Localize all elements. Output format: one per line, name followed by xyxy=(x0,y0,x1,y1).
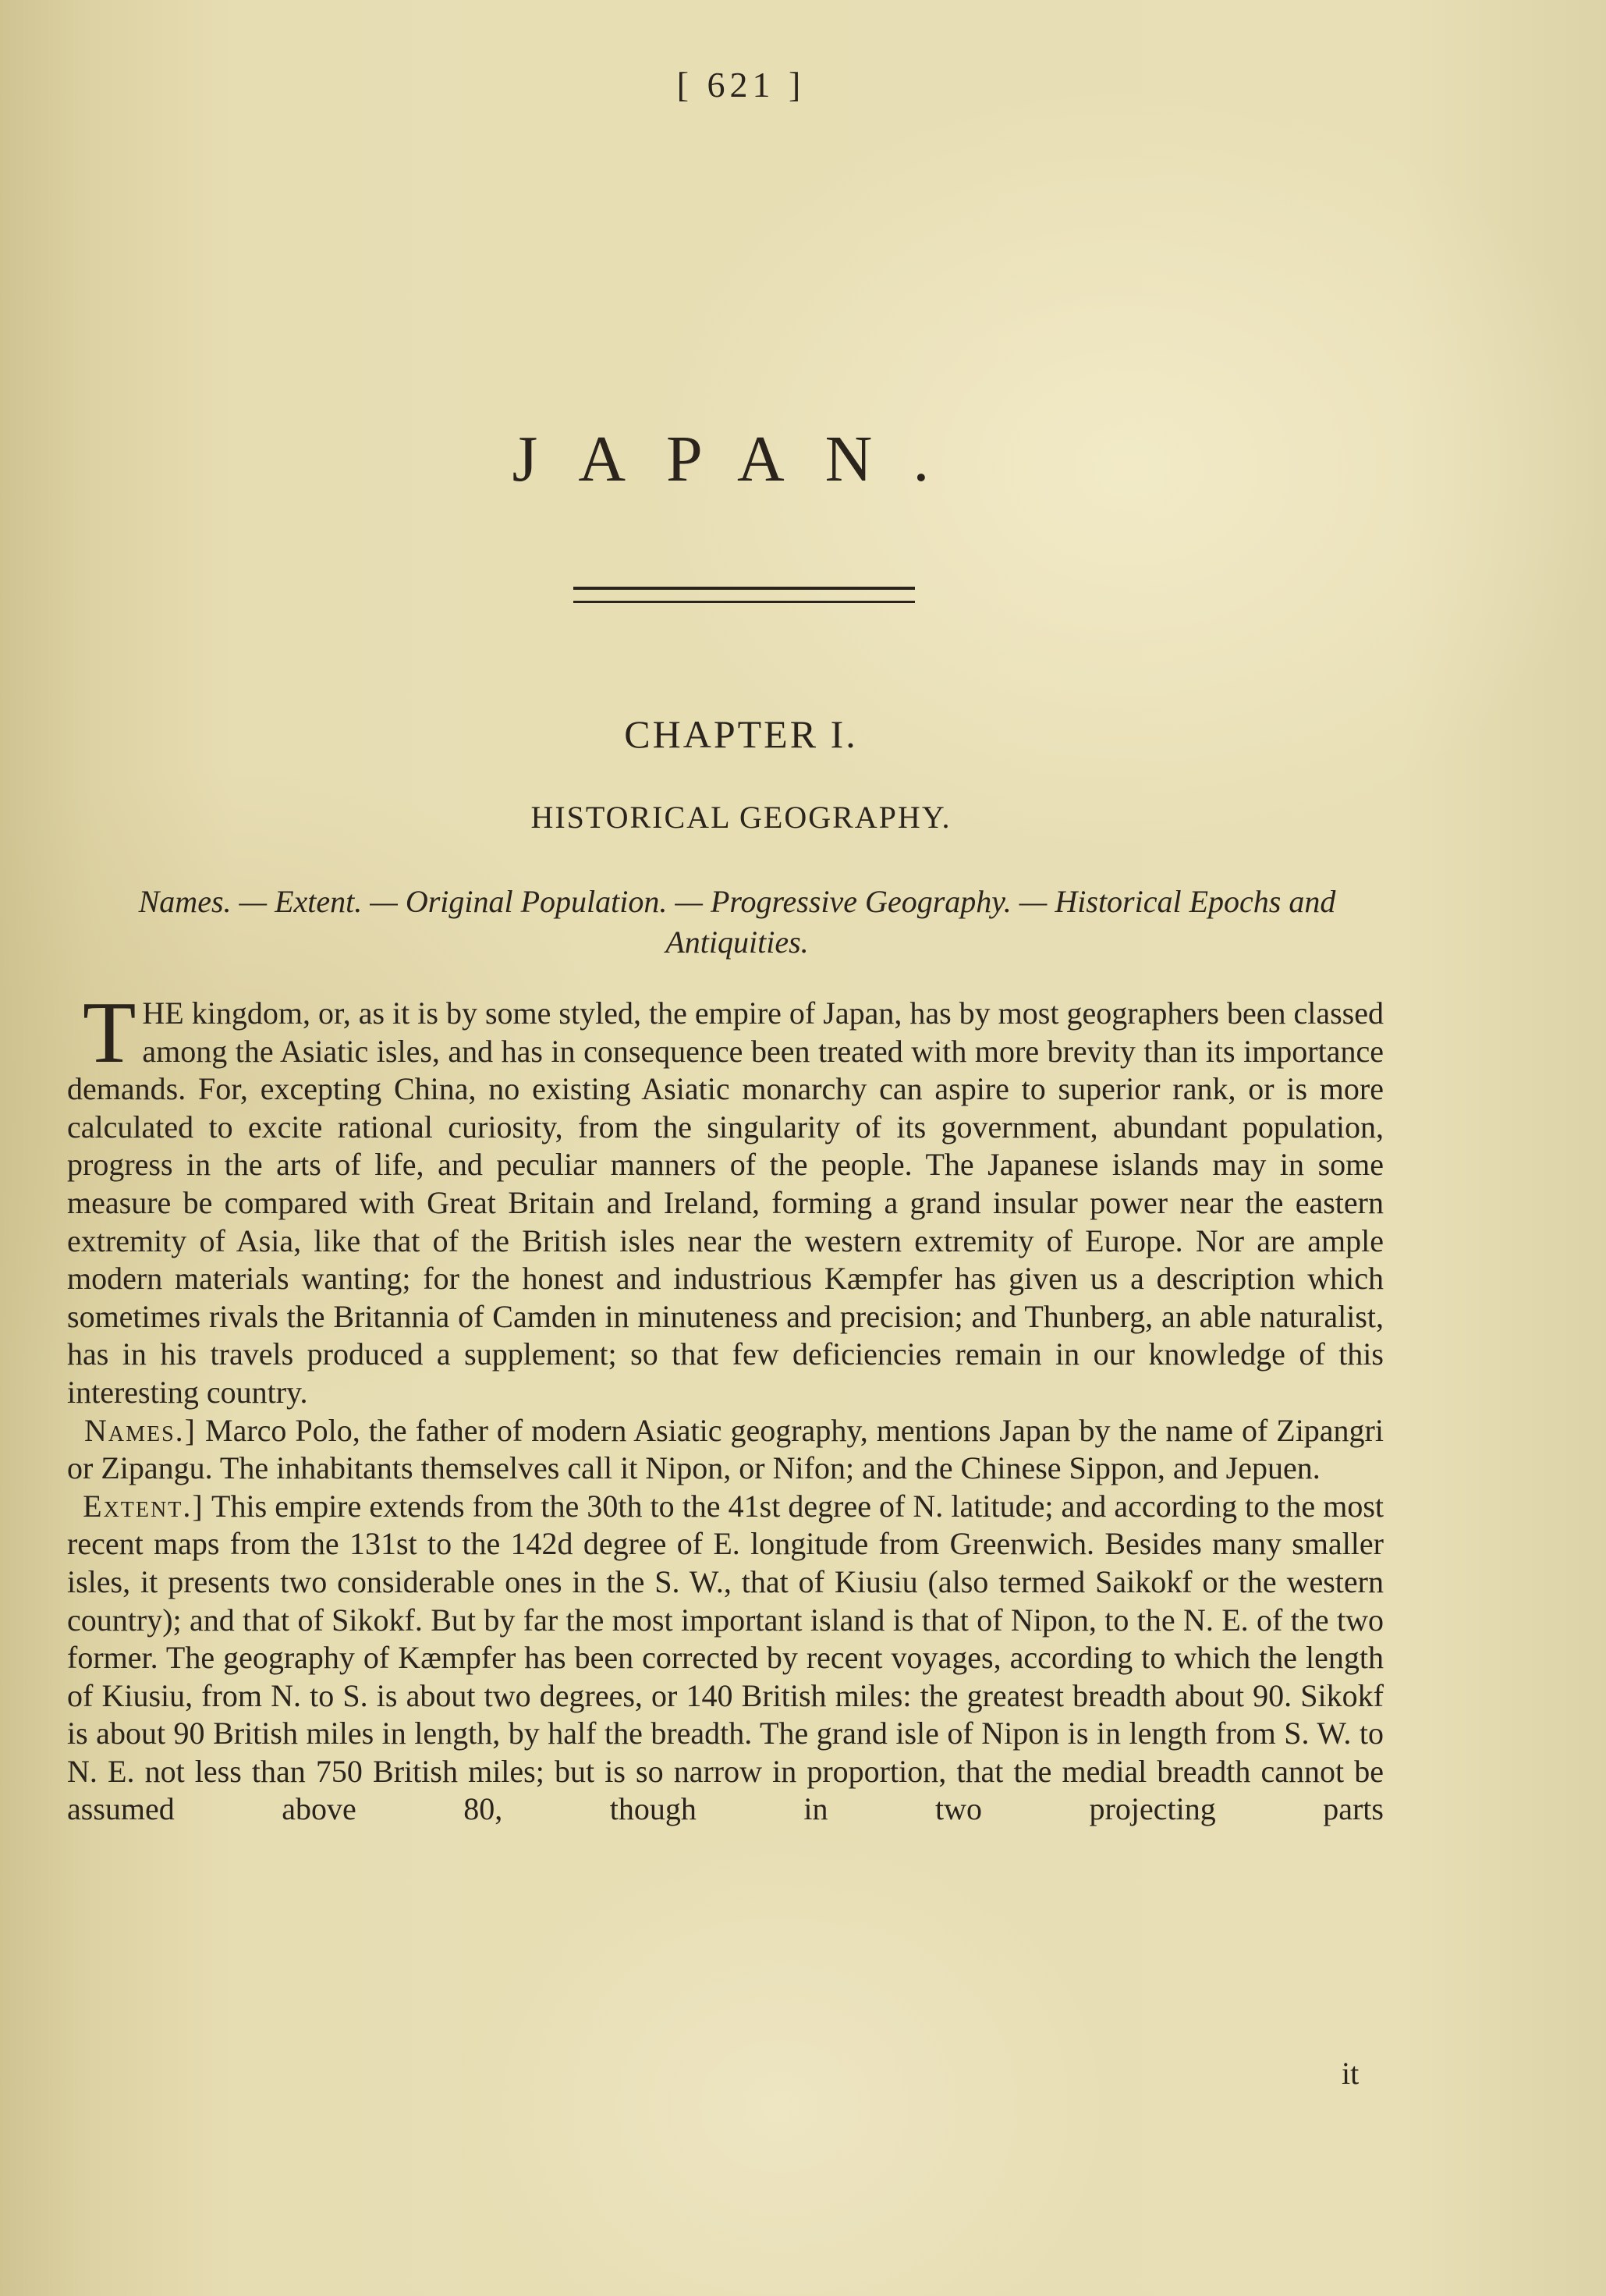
page-number: [ 621 ] xyxy=(676,65,806,105)
sidehead-names: Names.] xyxy=(84,1412,197,1448)
title-double-rule xyxy=(573,587,915,603)
paragraph-extent-text: This empire extends from the 30th to the 41st degree of N. latitude; and according to the most recent maps from the 131st to the 142d degree of E. longitude from Greenwich. Besides many smaller isles, it presents two considerable ones in the S. W., that of Kiusiu (also termed Saikokf or the western country); and that of Sikokf. But by far the most important island is that of Nipon, to the N. E. of the two former. The geography of Kæmpfer has been corrected by recent voyages, according to which the length of Kiusiu, from N. to S. is about two degrees, or 140 British miles: the greatest breadth about 90. Sikokf is about 90 British miles in length, by half the breadth. The grand isle of Nipon is in length from S. W. to N. E. not less than 750 British miles; but is so narrow in proportion, that the medial breadth cannot be assumed above 80, though in two projecting parts xyxy=(67,1488,1384,1827)
paragraph-extent xyxy=(67,1488,1384,1829)
body-text xyxy=(67,985,1384,1829)
paragraph-intro xyxy=(67,985,1384,1412)
chapter-contents: Names. — Extent. — Original Population. — Progressive Geography. — Historical Epochs and Antiquities. xyxy=(138,884,1336,960)
catchword: it xyxy=(1342,2056,1360,2091)
drop-cap: T xyxy=(83,985,136,1081)
page-title: JAPAN. xyxy=(512,423,970,495)
section-title: HISTORICAL GEOGRAPHY. xyxy=(530,800,952,835)
paragraph-names xyxy=(67,1412,1384,1488)
chapter-heading: CHAPTER I. xyxy=(624,712,858,756)
paragraph-intro-text: HE kingdom, or, as it is by some styled, the empire of Japan, has by most geographers been classed among the Asiatic isles, and has in consequence been treated with more brevity than its importance demands. For, excepting China, no existing Asiatic monarchy can aspire to superior rank, or is more calculated to excite rational curiosity, from the singularity of its government, abundant population, progress in the arts of life, and peculiar manners of the people. The Japanese islands may in some measure be compared with Great Britain and Ireland, forming a grand insular power near the eastern extremity of Asia, like that of the British isles near the western extremity of Europe. Nor are ample modern materials wanting; for the honest and industrious Kæmpfer has given us a description which sometimes rivals the Britannia of Camden in minuteness and precision; and Thunberg, an able naturalist, has in his travels produced a supplement; so that few deficiencies remain in our knowledge of this interesting country. xyxy=(67,995,1384,1410)
sidehead-extent: Extent.] xyxy=(83,1488,204,1524)
paragraph-names-text: Marco Polo, the father of modern Asiatic geography, mentions Japan by the name of Zipangri or Zipangu. The inhabitants themselves call it Nipon, or Nifon; and the Chinese Sippon, and Jepuen. xyxy=(67,1412,1384,1486)
